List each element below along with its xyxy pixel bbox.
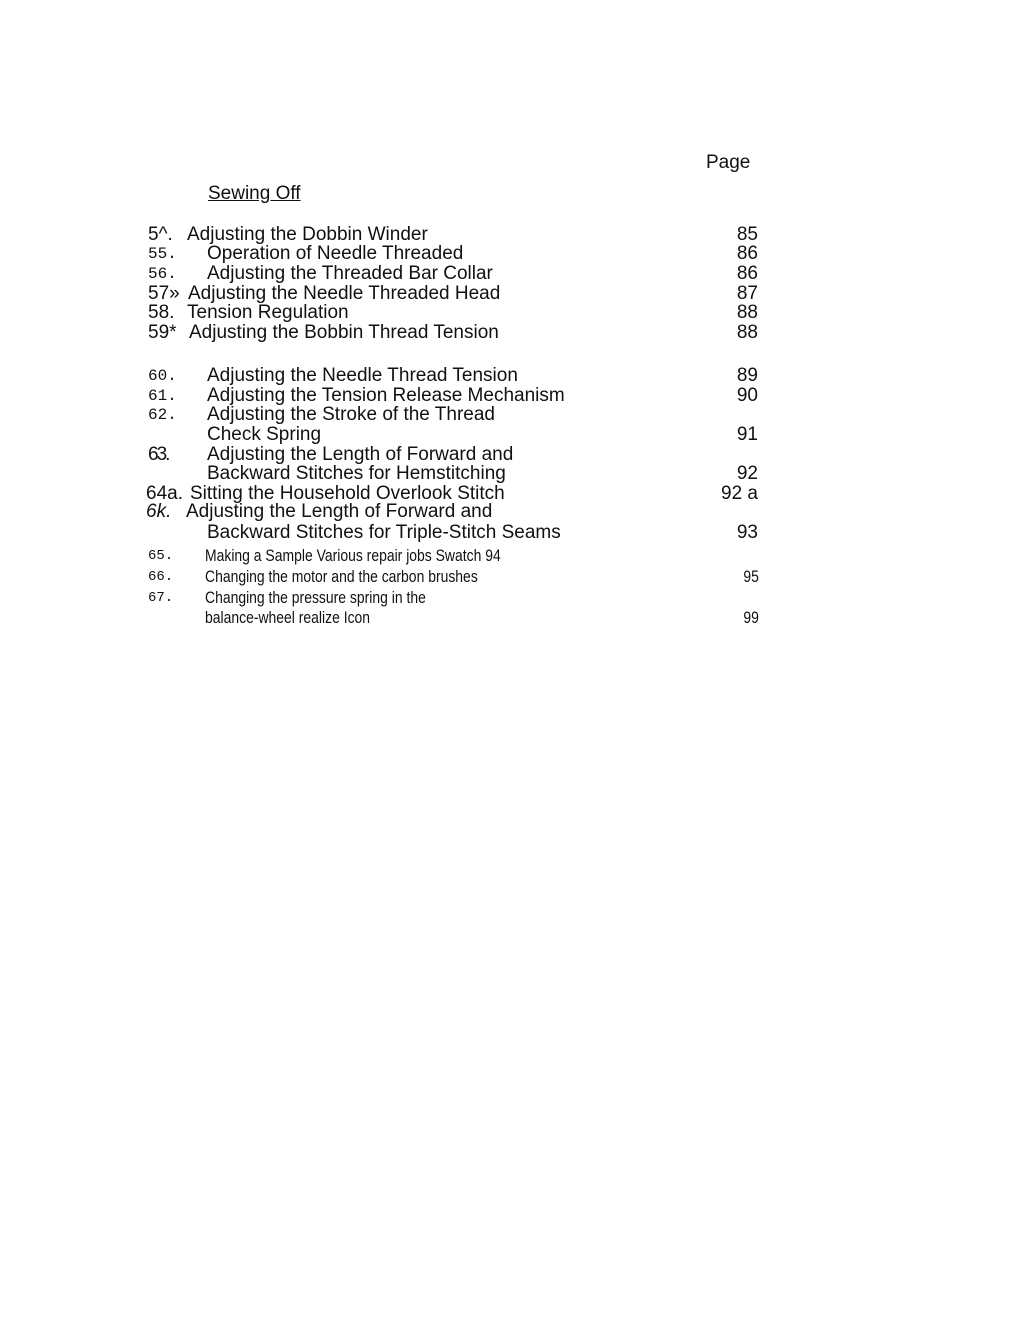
entry-title: Sitting the Household Overlook Stitch: [190, 483, 505, 504]
entry-page: 89: [736, 365, 758, 386]
entry-number: 62.: [148, 406, 177, 424]
entry-title: Adjusting the Stroke of the Thread: [207, 404, 495, 425]
entry-title-line2: balance-wheel realize Icon: [205, 608, 371, 627]
entry-number: 55.: [148, 245, 177, 263]
entry-title: Changing the motor and the carbon brushes: [205, 567, 478, 586]
entry-page: 91: [736, 424, 758, 445]
toc-entry: [0, 323, 1024, 343]
entry-number: 58.: [148, 302, 175, 323]
toc-entry: [0, 546, 1024, 566]
entry-title: Adjusting the Needle Thread Tension: [207, 365, 518, 386]
entry-title: Making a Sample Various repair jobs Swatch 94: [205, 546, 501, 565]
toc-entry: [0, 405, 1024, 425]
entry-title: Adjusting the Bobbin Thread Tension: [189, 322, 499, 343]
entry-number: 57»: [148, 283, 180, 304]
entry-page: 99: [743, 608, 759, 627]
toc-entry: [0, 366, 1024, 386]
section-title: Sewing Off: [208, 183, 301, 204]
entry-title: Operation of Needle Threaded: [207, 243, 464, 264]
entry-number: 5^.: [148, 224, 173, 245]
entry-number: 67.: [148, 590, 174, 606]
toc-entry: [0, 284, 1024, 304]
entry-page: 92 a: [721, 483, 758, 504]
toc-entry: [0, 244, 1024, 264]
entry-title: Adjusting the Length of Forward and: [207, 444, 514, 465]
entry-page: 88: [736, 322, 758, 343]
entry-page: 87: [736, 283, 758, 304]
entry-number: 6k.: [146, 501, 172, 522]
entry-page: 88: [736, 302, 758, 323]
toc-entry: [0, 264, 1024, 284]
entry-page: 93: [736, 522, 758, 543]
entry-page: 86: [736, 263, 758, 284]
entry-title-line2: Backward Stitches for Triple-Stitch Seams: [207, 522, 561, 543]
toc-entry: [0, 303, 1024, 323]
toc-entry: [0, 445, 1024, 465]
entry-number: 66.: [148, 569, 174, 585]
toc-entry-continuation: [0, 523, 1024, 543]
entry-number: 63.: [148, 444, 169, 465]
entry-page: 92: [736, 463, 758, 484]
toc-entry: [0, 588, 1024, 608]
entry-number: 56.: [148, 265, 177, 283]
entry-page: 95: [743, 567, 759, 586]
entry-page: 86: [736, 243, 758, 264]
toc-entry: [0, 386, 1024, 406]
toc-entry-continuation: [0, 464, 1024, 484]
entry-title-line2: Check Spring: [207, 424, 322, 445]
entry-title: Adjusting the Needle Threaded Head: [188, 283, 501, 304]
entry-number: 65.: [148, 548, 174, 564]
entry-page: 90: [736, 385, 758, 406]
page-column-header: Page: [706, 152, 751, 173]
toc-entry-continuation: [0, 608, 1024, 628]
entry-title: Adjusting the Threaded Bar Collar: [207, 263, 493, 284]
toc-entry-continuation: [0, 425, 1024, 445]
entry-title: Adjusting the Dobbin Winder: [187, 224, 428, 245]
entry-title: Changing the pressure spring in the: [205, 588, 426, 607]
entry-title-line2: Backward Stitches for Hemstitching: [207, 463, 506, 484]
entry-title: Tension Regulation: [187, 302, 349, 323]
entry-number: 59*: [148, 322, 177, 343]
toc-entry: [0, 502, 1024, 522]
entry-page: 85: [736, 224, 758, 245]
toc-entry: [0, 225, 1024, 245]
entry-title: Adjusting the Length of Forward and: [186, 501, 493, 522]
entry-title: Adjusting the Tension Release Mechanism: [207, 385, 565, 406]
entry-number: 64a.: [146, 483, 183, 504]
toc-entry: [0, 567, 1024, 587]
entry-number: 60.: [148, 367, 177, 385]
entry-number: 61.: [148, 387, 177, 405]
